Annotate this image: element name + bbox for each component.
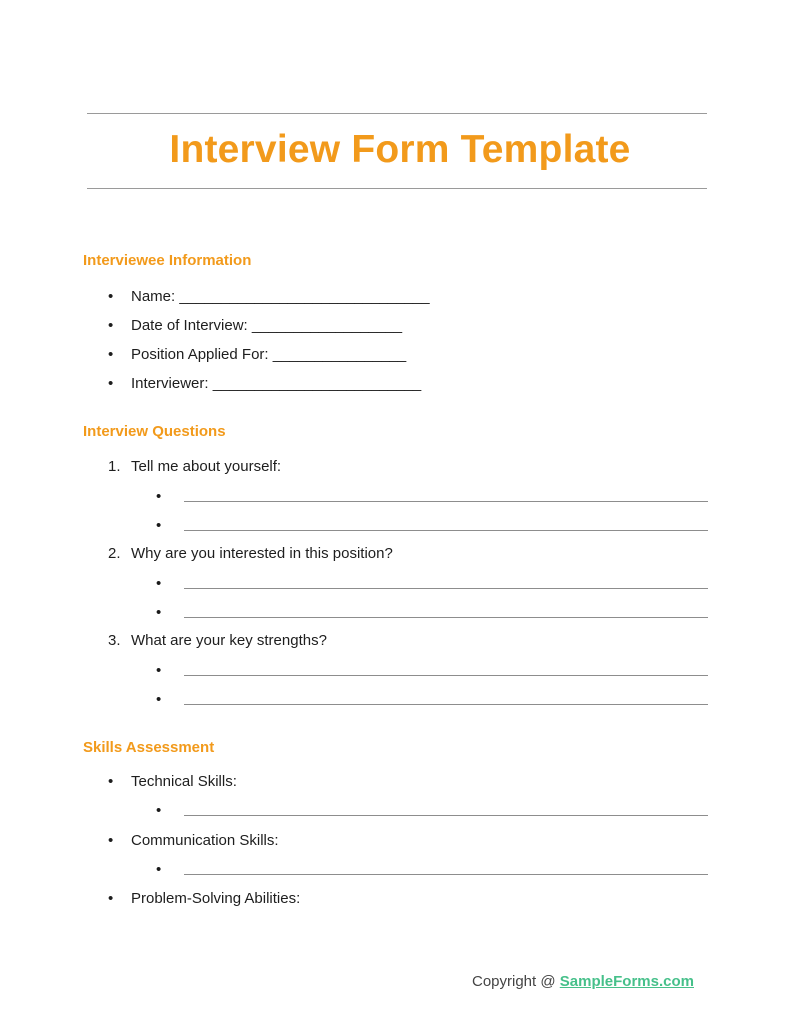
field-name: • Name: ______________________________: [108, 288, 430, 305]
bullet-icon: •: [156, 575, 162, 592]
bullet-icon: •: [108, 832, 114, 849]
answer-line[interactable]: [156, 801, 708, 821]
field-position-applied: • Position Applied For: ________________: [108, 346, 407, 363]
field-interviewer: • Interviewer: _________________________: [108, 375, 422, 392]
page-title: Interview Form Template: [169, 128, 631, 171]
bullet-icon: •: [108, 317, 114, 334]
bullet-icon: •: [156, 691, 162, 708]
answer-line[interactable]: [156, 487, 708, 507]
copyright-footer: Copyright @ SampleForms.com: [472, 973, 694, 990]
skill-communication: • Communication Skills:: [108, 832, 279, 849]
bullet-icon: •: [156, 517, 162, 534]
answer-line[interactable]: [156, 860, 708, 880]
answer-line[interactable]: [156, 661, 708, 681]
bullet-icon: •: [108, 890, 114, 907]
skill-technical: • Technical Skills:: [108, 773, 237, 790]
brand-link[interactable]: SampleForms.com: [559, 973, 694, 990]
answer-line[interactable]: [156, 603, 708, 623]
top-divider: [87, 113, 707, 114]
answer-line[interactable]: [156, 690, 708, 710]
bullet-icon: •: [156, 662, 162, 679]
field-date-of-interview: • Date of Interview: __________________: [108, 317, 403, 334]
title-divider: [87, 188, 707, 189]
bullet-icon: •: [156, 604, 162, 621]
answer-line[interactable]: [156, 516, 708, 536]
bullet-icon: •: [156, 488, 162, 505]
section-heading-interviewee: Interviewee Information: [83, 252, 252, 269]
skill-problem-solving: • Problem-Solving Abilities:: [108, 890, 301, 907]
bullet-icon: •: [108, 773, 114, 790]
section-heading-skills: Skills Assessment: [83, 739, 215, 756]
answer-line[interactable]: [156, 574, 708, 594]
section-heading-questions: Interview Questions: [83, 423, 226, 440]
bullet-icon: •: [108, 346, 114, 363]
question-1: 1. Tell me about yourself:: [108, 458, 282, 475]
bullet-icon: •: [108, 375, 114, 392]
question-3: 3. What are your key strengths?: [108, 632, 327, 649]
bullet-icon: •: [108, 288, 114, 305]
bullet-icon: •: [156, 861, 162, 878]
bullet-icon: •: [156, 802, 162, 819]
question-2: 2. Why are you interested in this position?: [108, 545, 393, 562]
